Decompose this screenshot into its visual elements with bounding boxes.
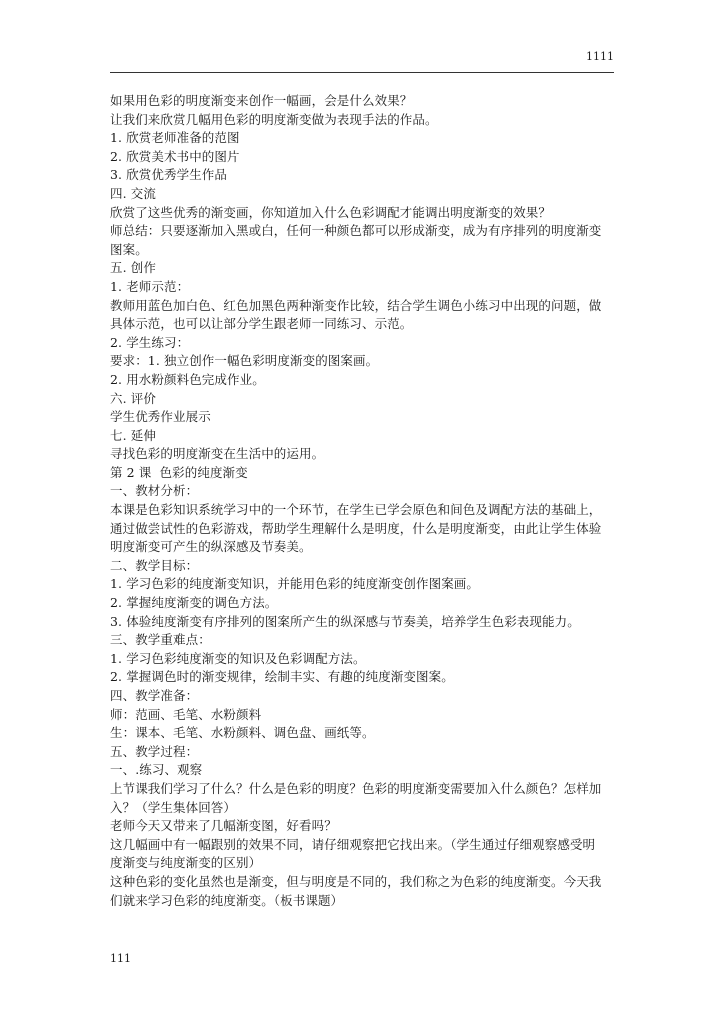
text-line: 学生优秀作业展示 bbox=[110, 409, 211, 425]
text-line: 度渐变与纯度渐变的区别） bbox=[110, 855, 262, 871]
text-line: 2. 学生练习： bbox=[110, 334, 190, 350]
text-line: 2. 欣赏美术书中的图片 bbox=[110, 148, 240, 164]
text-line: 教师用蓝色加白色、红色加黑色两种渐变作比较，结合学生调色小练习中出现的问题，做 bbox=[110, 297, 602, 313]
text-line: 一、教材分析： bbox=[110, 483, 199, 499]
text-line: 第 2 课 色彩的纯度渐变 bbox=[110, 464, 248, 480]
text-line: 图案。 bbox=[110, 241, 148, 257]
text-line: 让我们来欣赏几幅用色彩的明度渐变做为表现手法的作品。 bbox=[110, 111, 438, 127]
text-line: 一、.练习、观察 bbox=[110, 762, 203, 778]
text-line: 寻找色彩的明度渐变在生活中的运用。 bbox=[110, 446, 325, 462]
text-line: 2. 掌握纯度渐变的调色方法。 bbox=[110, 595, 278, 611]
text-line: 五、教学过程： bbox=[110, 743, 199, 759]
text-line: 这种色彩的变化虽然也是渐变，但与明度是不同的，我们称之为色彩的纯度渐变。今天我 bbox=[110, 873, 602, 889]
text-line: 上节课我们学习了什么？什么是色彩的明度？色彩的明度渐变需要加入什么颜色？怎样加 bbox=[110, 780, 602, 796]
text-line: 2. 用水粉颜料色完成作业。 bbox=[110, 371, 265, 387]
text-line: 老师今天又带来了几幅渐变图，好看吗？ bbox=[110, 818, 337, 834]
text-line: 入？（学生集体回答） bbox=[110, 799, 237, 815]
text-line: 如果用色彩的明度渐变来创作一幅画，会是什么效果？ bbox=[110, 93, 413, 108]
text-line: 这几幅画中有一幅跟别的效果不同，请仔细观察把它找出来。（学生通过仔细观察感受明 bbox=[110, 836, 596, 852]
text-line: 六. 评价 bbox=[110, 390, 156, 406]
text-line: 3. 欣赏优秀学生作品 bbox=[110, 167, 227, 183]
text-line: 欣赏了这些优秀的渐变画，你知道加入什么色彩调配才能调出明度渐变的效果？ bbox=[110, 204, 552, 220]
text-line: 们就来学习色彩的纯度渐变。（板书课题） bbox=[110, 892, 344, 908]
document-body bbox=[110, 92, 615, 910]
text-line: 1. 欣赏老师准备的范图 bbox=[110, 130, 240, 146]
text-line: 1. 老师示范： bbox=[110, 278, 190, 294]
text-line: 要求：1. 独立创作一幅色彩明度渐变的图案画。 bbox=[110, 353, 379, 369]
page-number-top: 1111 bbox=[586, 50, 614, 63]
text-line: 本课是色彩知识系统学习中的一个环节，在学生已学会原色和间色及调配方法的基础上， bbox=[110, 502, 602, 518]
text-line: 生：课本、毛笔、水粉颜料、调色盘、画纸等。 bbox=[110, 725, 375, 741]
text-line: 2. 掌握调色时的渐变规律，绘制丰实、有趣的纯度渐变图案。 bbox=[110, 669, 454, 685]
text-line: 师总结：只要逐渐加入黑或白，任何一种颜色都可以形成渐变，成为有序排列的明度渐变 bbox=[110, 223, 602, 239]
text-line: 师：范画、毛笔、水粉颜料 bbox=[110, 706, 262, 722]
text-line: 1. 学习色彩纯度渐变的知识及色彩调配方法。 bbox=[110, 650, 366, 666]
text-line: 通过做尝试性的色彩游戏，帮助学生理解什么是明度，什么是明度渐变，由此让学生体验 bbox=[110, 520, 602, 536]
page-number-bottom: 111 bbox=[110, 952, 131, 965]
text-line: 具体示范，也可以让部分学生跟老师一同练习、示范。 bbox=[110, 316, 413, 332]
text-line: 二、教学目标： bbox=[110, 557, 199, 573]
text-line: 1. 学习色彩的纯度渐变知识，并能用色彩的纯度渐变创作图案画。 bbox=[110, 576, 480, 592]
header-rule bbox=[110, 72, 614, 73]
text-line: 四. 交流 bbox=[110, 185, 156, 201]
text-line: 三、教学重难点： bbox=[110, 632, 211, 648]
text-line: 明度渐变可产生的纵深感及节奏美。 bbox=[110, 539, 312, 555]
text-line: 3. 体验纯度渐变有序排列的图案所产生的纵深感与节奏美，培养学生色彩表现能力。 bbox=[110, 613, 580, 629]
text-line: 七. 延伸 bbox=[110, 427, 156, 443]
text-line: 四、教学准备： bbox=[110, 688, 199, 703]
text-line: 五. 创作 bbox=[110, 260, 156, 276]
